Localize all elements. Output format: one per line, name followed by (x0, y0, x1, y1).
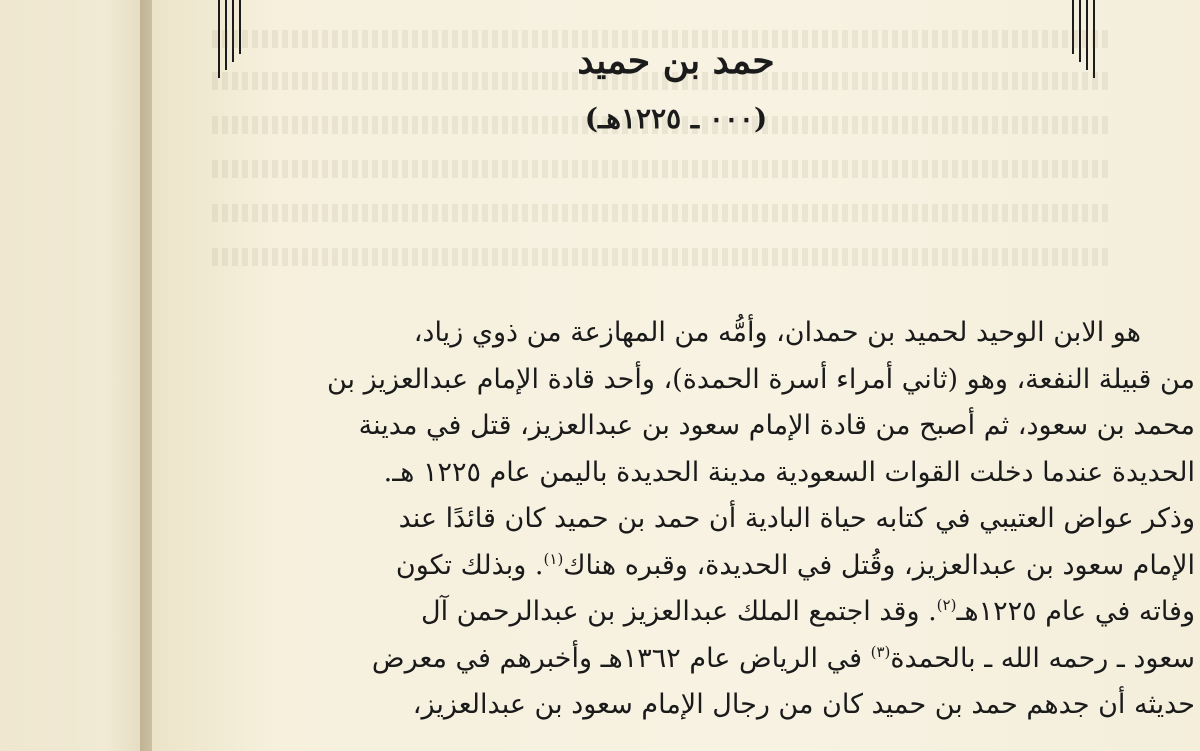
left-page (0, 0, 152, 751)
bleed-through-text (212, 248, 1112, 266)
right-page (152, 0, 1200, 751)
date-range: (٠٠٠ ـ ١٢٢٥هـ) (584, 102, 768, 135)
text-line: وفاته في عام ١٢٢٥هـ$^{(٢)}$. وقد اجتمع الملك عبدالعزيز بن عبدالرحمن آل (420, 596, 1195, 627)
footnote-mark: (٣) (870, 642, 891, 661)
bleed-through-text (212, 160, 1112, 178)
text-line: الإمام سعود بن عبدالعزيز، وقُتل في الحديدة، وقبره هناك$^{(١)}$. وبذلك تكون (395, 549, 1195, 581)
footnote-mark: (٢) (936, 596, 957, 614)
footnote-mark: (١) (543, 549, 564, 568)
bleed-through-text (212, 204, 1112, 222)
text-line: سعود ـ رحمه الله ـ بالحمدة$^{(٣)}$ في الرياض عام ١٣٦٢هـ وأخبرهم في معرض (371, 642, 1195, 674)
text-line: الحديدة عندما دخلت القوات السعودية مدينة الحديدة باليمن عام ١٢٢٥ هـ. (383, 456, 1195, 488)
text-line: وذكر عواض العتيبي في كتابه حياة البادية أن حمد بن حميد كان قائدًا عند (398, 503, 1195, 534)
body-text (210, 310, 1195, 729)
text-line: حديثه أن جدهم حمد بن حميد كان من رجال الإمام سعود بن عبدالعزيز، (412, 689, 1195, 720)
text-line: هو الابن الوحيد لحميد بن حمدان، وأمُّه من المهازعة من ذوي زياد، (413, 317, 1141, 348)
page-title: حمد بن حميد (577, 40, 775, 82)
text-line: من قبيلة النفعة، وهو (ثاني أمراء أسرة الحمدة)، وأحد قادة الإمام عبدالعزيز بن (326, 363, 1195, 395)
text-line: محمد بن سعود، ثم أصبح من قادة الإمام سعود بن عبدالعزيز، قتل في مدينة (358, 410, 1195, 441)
